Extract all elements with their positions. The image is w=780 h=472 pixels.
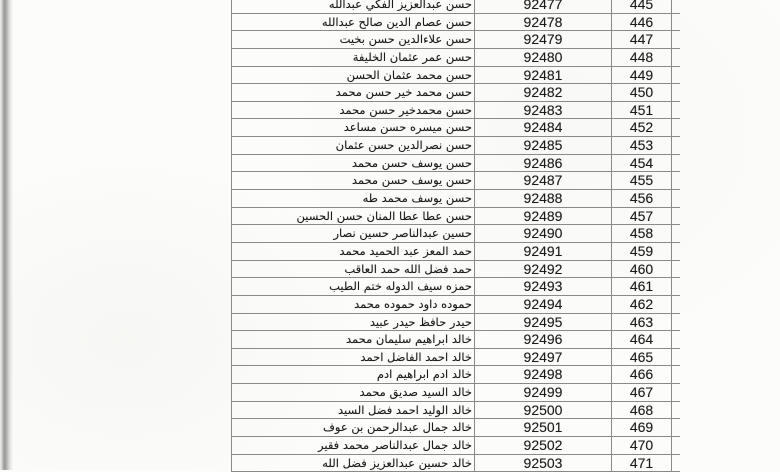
- row-line-overhang: [672, 437, 680, 455]
- serial-cell: 455: [611, 172, 672, 190]
- id-cell: 92480: [474, 49, 611, 67]
- names-table: [231, 0, 680, 472]
- id-cell: 92478: [474, 14, 611, 32]
- table-row: [231, 49, 680, 67]
- id-cell: 92501: [474, 419, 611, 437]
- name-cell: حسن نصرالدين حسن عثمان: [231, 137, 474, 155]
- row-line-overhang: [672, 261, 680, 279]
- name-cell: حسن يوسف محمد طه: [231, 190, 474, 208]
- name-cell: خالد احمد الفاضل احمد: [231, 349, 474, 367]
- name-cell: حسن يوسف حسن محمد: [231, 172, 474, 190]
- id-cell: 92488: [474, 190, 611, 208]
- table-row: [231, 384, 680, 402]
- id-cell: 92492: [474, 261, 611, 279]
- table-row: [231, 137, 680, 155]
- id-cell: 92483: [474, 102, 611, 120]
- row-line-overhang: [672, 190, 680, 208]
- row-line-overhang: [672, 31, 680, 49]
- serial-cell: 469: [611, 419, 672, 437]
- id-cell: 92485: [474, 137, 611, 155]
- serial-cell: 465: [611, 349, 672, 367]
- serial-cell: 452: [611, 119, 672, 137]
- name-cell: حسن عصام الدين صالح عبدالله: [231, 14, 474, 32]
- serial-cell: 459: [611, 243, 672, 261]
- table-row: [231, 366, 680, 384]
- row-line-overhang: [672, 296, 680, 314]
- table-row: [231, 190, 680, 208]
- table-row: [231, 14, 680, 32]
- serial-cell: 449: [611, 67, 672, 85]
- name-cell: حيدر حافظ حيدر عبيد: [231, 314, 474, 332]
- row-line-overhang: [672, 349, 680, 367]
- table-row: [231, 84, 680, 102]
- row-line-overhang: [672, 0, 680, 14]
- row-line-overhang: [672, 278, 680, 296]
- serial-cell: 471: [611, 455, 672, 472]
- id-cell: 92477: [474, 0, 611, 14]
- table-row: [231, 261, 680, 279]
- id-cell: 92497: [474, 349, 611, 367]
- id-cell: 92487: [474, 172, 611, 190]
- id-cell: 92496: [474, 331, 611, 349]
- id-cell: 92489: [474, 208, 611, 226]
- table-row: [231, 419, 680, 437]
- serial-cell: 448: [611, 49, 672, 67]
- id-cell: 92484: [474, 119, 611, 137]
- name-cell: حسن عمر عثمان الخليفة: [231, 49, 474, 67]
- table-row: [231, 102, 680, 120]
- table-row: [231, 172, 680, 190]
- table-row: [231, 208, 680, 226]
- row-line-overhang: [672, 314, 680, 332]
- id-cell: 92500: [474, 402, 611, 420]
- name-cell: حسن محمد عثمان الحسن: [231, 67, 474, 85]
- id-cell: 92486: [474, 155, 611, 173]
- name-cell: حسن ميسره حسن مساعد: [231, 119, 474, 137]
- name-cell: حسن محمدخير حسن محمد: [231, 102, 474, 120]
- table-row: [231, 296, 680, 314]
- name-cell: حسين عبدالناصر حسين نصار: [231, 225, 474, 243]
- serial-cell: 466: [611, 366, 672, 384]
- serial-cell: 457: [611, 208, 672, 226]
- serial-cell: 463: [611, 314, 672, 332]
- row-line-overhang: [672, 84, 680, 102]
- name-cell: حسن علاءالدين حسن بخيت: [231, 31, 474, 49]
- id-cell: 92479: [474, 31, 611, 49]
- table-row: [231, 314, 680, 332]
- id-cell: 92499: [474, 384, 611, 402]
- table-row: [231, 455, 680, 472]
- id-cell: 92502: [474, 437, 611, 455]
- table-row: [231, 155, 680, 173]
- row-line-overhang: [672, 384, 680, 402]
- name-cell: حسن عطا عطا المنان حسن الحسين: [231, 208, 474, 226]
- id-cell: 92481: [474, 67, 611, 85]
- serial-cell: 451: [611, 102, 672, 120]
- serial-cell: 468: [611, 402, 672, 420]
- name-cell: خالد الوليد احمد فضل السيد: [231, 402, 474, 420]
- serial-cell: 462: [611, 296, 672, 314]
- id-cell: 92503: [474, 455, 611, 472]
- row-line-overhang: [672, 137, 680, 155]
- serial-cell: 460: [611, 261, 672, 279]
- serial-cell: 470: [611, 437, 672, 455]
- serial-cell: 450: [611, 84, 672, 102]
- serial-cell: 454: [611, 155, 672, 173]
- id-cell: 92495: [474, 314, 611, 332]
- serial-cell: 445: [611, 0, 672, 14]
- name-cell: حسن عبدالعزيز الفكي عبدالله: [231, 0, 474, 14]
- name-cell: حمد فضل الله حمد العاقب: [231, 261, 474, 279]
- id-cell: 92490: [474, 225, 611, 243]
- name-cell: حسن محمد خير حسن محمد: [231, 84, 474, 102]
- row-line-overhang: [672, 402, 680, 420]
- name-cell: حمزه سيف الدوله ختم الطيب: [231, 278, 474, 296]
- table-row: [231, 349, 680, 367]
- row-line-overhang: [672, 119, 680, 137]
- table-row: [231, 225, 680, 243]
- row-line-overhang: [672, 455, 680, 472]
- table-row: [231, 243, 680, 261]
- row-line-overhang: [672, 243, 680, 261]
- table-row: [231, 331, 680, 349]
- name-cell: حسن يوسف حسن محمد: [231, 155, 474, 173]
- id-cell: 92491: [474, 243, 611, 261]
- row-line-overhang: [672, 49, 680, 67]
- row-line-overhang: [672, 67, 680, 85]
- row-line-overhang: [672, 155, 680, 173]
- page-edge-shadow: [0, 0, 13, 470]
- name-cell: خالد ابراهيم سليمان محمد: [231, 331, 474, 349]
- name-cell: خالد حسين عبدالعزيز فضل الله: [231, 455, 474, 472]
- row-line-overhang: [672, 419, 680, 437]
- name-cell: حموده داود حموده محمد: [231, 296, 474, 314]
- serial-cell: 461: [611, 278, 672, 296]
- row-line-overhang: [672, 172, 680, 190]
- serial-cell: 447: [611, 31, 672, 49]
- name-cell: خالد جمال عبدالرحمن بن عوف: [231, 419, 474, 437]
- name-cell: خالد السيد صديق محمد: [231, 384, 474, 402]
- row-line-overhang: [672, 14, 680, 32]
- name-cell: حمد المعز عبد الحميد محمد: [231, 243, 474, 261]
- name-cell: خالد جمال عبدالناصر محمد فقير: [231, 437, 474, 455]
- name-cell: خالد ادم ابراهيم ادم: [231, 366, 474, 384]
- table-row: [231, 437, 680, 455]
- table-row: [231, 278, 680, 296]
- id-cell: 92498: [474, 366, 611, 384]
- id-cell: 92482: [474, 84, 611, 102]
- table-row: [231, 402, 680, 420]
- row-line-overhang: [672, 208, 680, 226]
- row-line-overhang: [672, 102, 680, 120]
- id-cell: 92494: [474, 296, 611, 314]
- row-line-overhang: [672, 366, 680, 384]
- serial-cell: 467: [611, 384, 672, 402]
- serial-cell: 446: [611, 14, 672, 32]
- table-row: [231, 119, 680, 137]
- serial-cell: 453: [611, 137, 672, 155]
- table-row: [231, 0, 680, 14]
- row-line-overhang: [672, 331, 680, 349]
- table-row: [231, 67, 680, 85]
- serial-cell: 456: [611, 190, 672, 208]
- id-cell: 92493: [474, 278, 611, 296]
- table-row: [231, 31, 680, 49]
- serial-cell: 458: [611, 225, 672, 243]
- serial-cell: 464: [611, 331, 672, 349]
- row-line-overhang: [672, 225, 680, 243]
